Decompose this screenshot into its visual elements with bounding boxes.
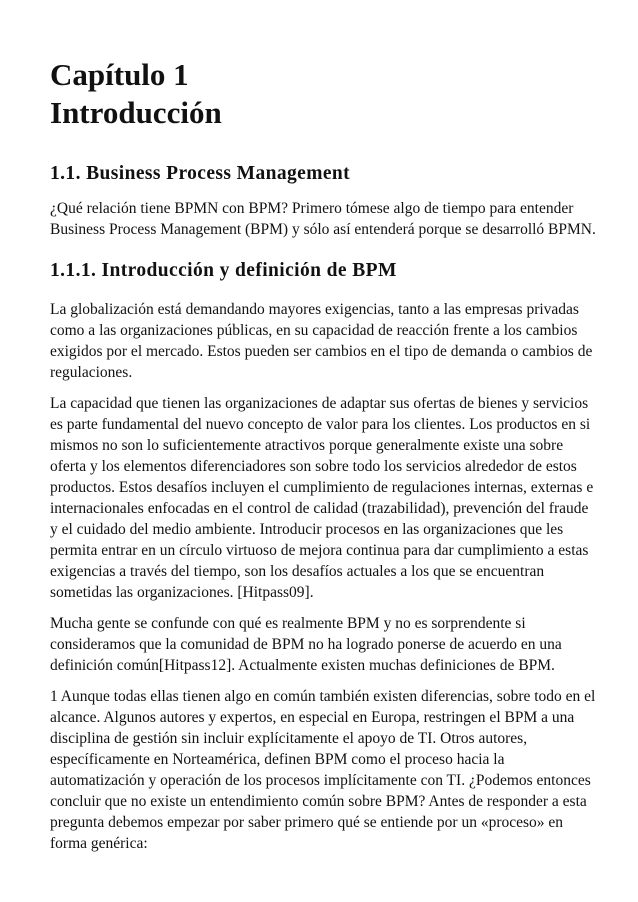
chapter-name: Introducción (50, 95, 222, 130)
body-paragraph-3: Mucha gente se confunde con qué es realmente BPM y no es sorprendente si consideramos que la comunidad de BPM no ha logrado ponerse de acuerdo en una definición común[Hitpass12]. Actualmente existen muchas definiciones de BPM. (50, 615, 562, 674)
body-paragraph-4: 1 Aunque todas ellas tienen algo en común también existen diferencias, sobre todo en el alcance. Algunos autores y expertos, en especial en Europa, restringen el BPM a una disciplina de gestión sin incluir explícitamente el apoyo de TI. Otros autores, específicamente en Norteamérica, definen BPM como el proceso hacia la automatización y operación de los procesos implícitamente con TI. ¿Podemos entonces concluir que no existe un entendimiento común sobre BPM? Antes de responder a esta pregunta debemos empezar por saber primero qué se entiende por un «proceso» en forma genérica: (50, 688, 596, 852)
section-title: 1.1. Business Process Management (50, 163, 351, 184)
document-page (50, 56, 598, 854)
subsection-title: 1.1.1. Introducción y definición de BPM (50, 260, 397, 281)
section-intro-paragraph: ¿Qué relación tiene BPMN con BPM? Primero tómese algo de tiempo para entender Business Process Management (BPM) y sólo así entenderá porque se desarrolló BPMN. (50, 200, 596, 238)
chapter-number: Capítulo 1 (50, 57, 189, 92)
chapter-title (50, 56, 598, 132)
body-paragraph-1: La globalización está demandando mayores exigencias, tanto a las empresas privadas como a las organizaciones públicas, en su capacidad de reacción frente a los cambios exigidos por el mercado. Estos pueden ser cambios en el tipo de demanda o cambios de regulaciones. (50, 301, 593, 381)
body-paragraph-2: La capacidad que tienen las organizaciones de adaptar sus ofertas de bienes y servicios es parte fundamental del nuevo concepto de valor para los clientes. Los productos en si mismos no son lo suficientemente atractivos porque generalmente existe una sobre oferta y los elementos diferenciadores son sobre todo los servicios alrededor de estos productos. Estos desafíos incluyen el cumplimiento de regulaciones internas, externas e internacionales enfocadas en el control de calidad (trazabilidad), prevención del fraude y el cuidado del medio ambiente. Introducir procesos en las organizaciones que les permita entrar en un círculo virtuoso de mejora continua para dar cumplimiento a estas exigencias a través del tiempo, son los desafíos actuales a los que se encuentran sometidas las organizaciones. [Hitpass09]. (50, 395, 594, 601)
